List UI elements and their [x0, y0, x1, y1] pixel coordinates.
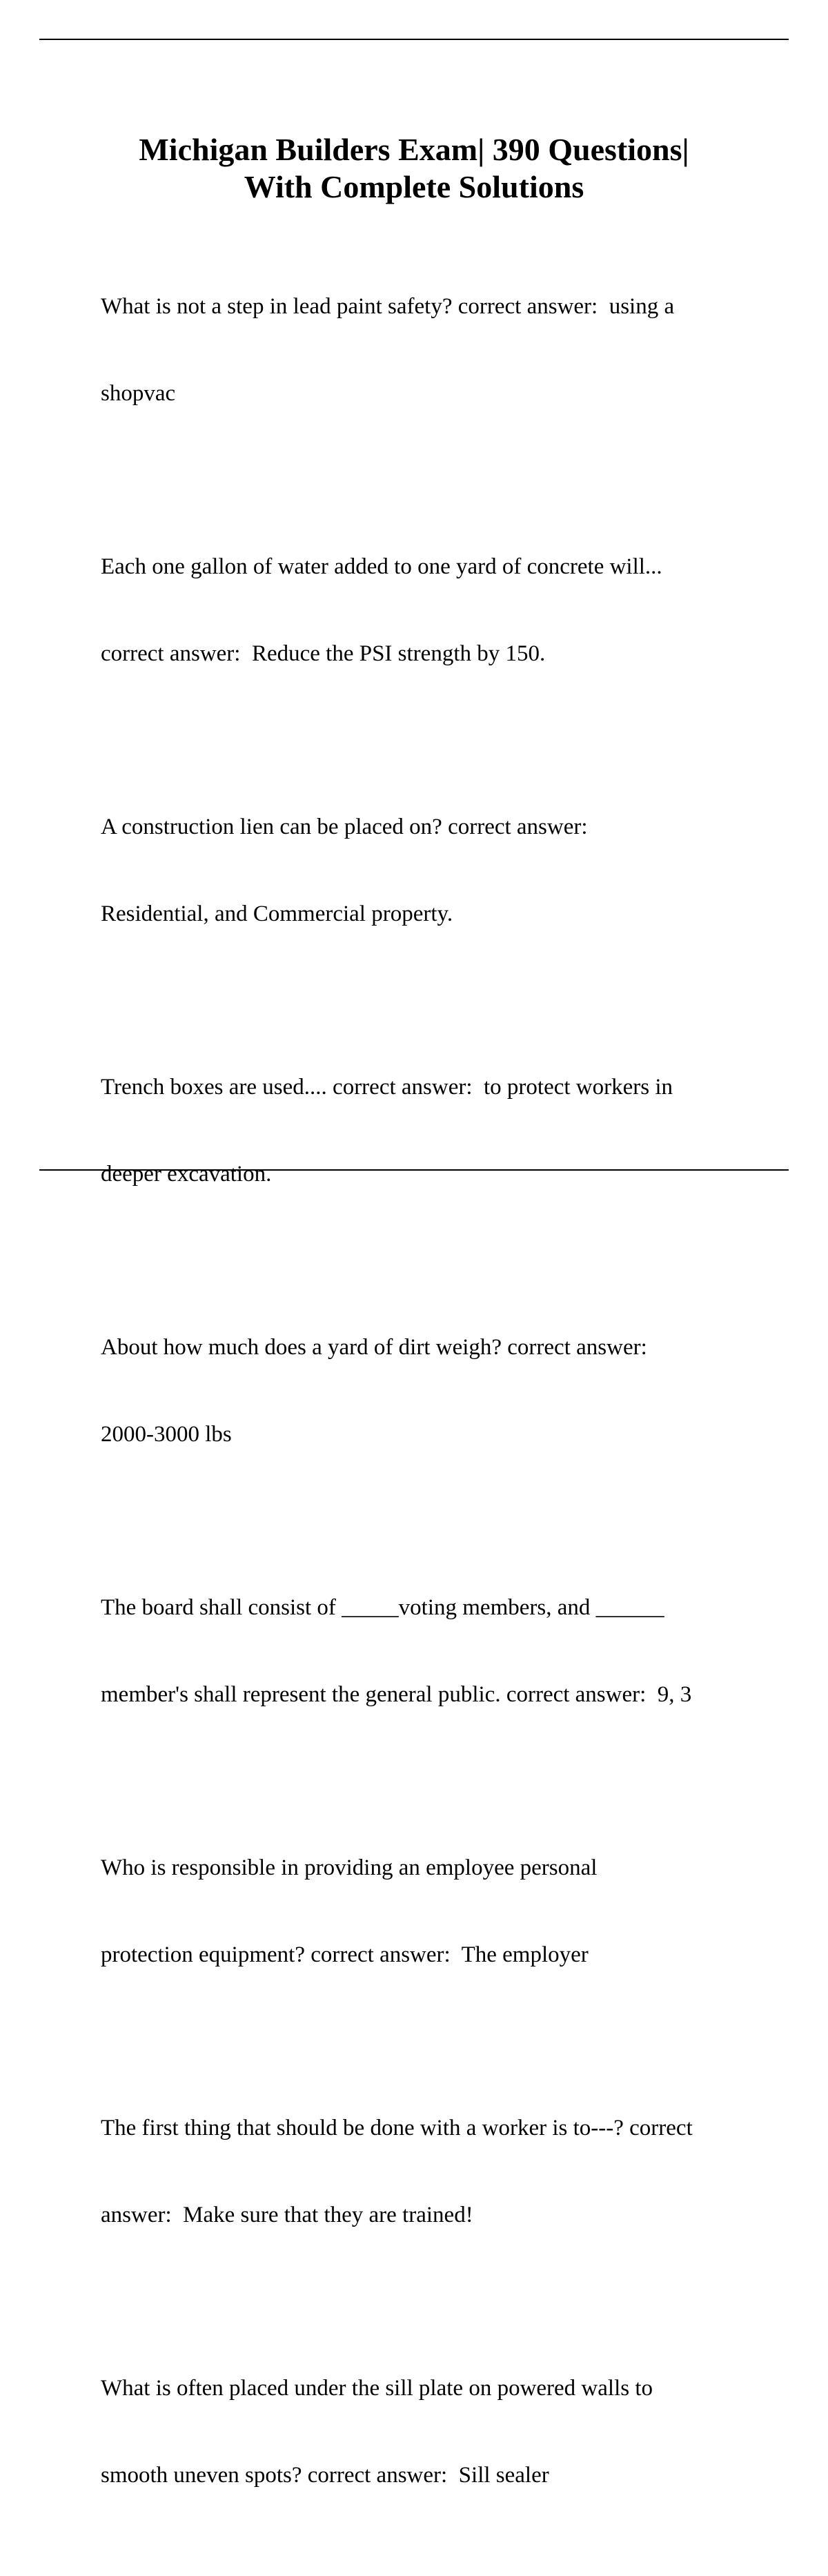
qa-item-8	[101, 2056, 763, 2287]
qa-line: shopvac	[101, 381, 176, 406]
qa-line: 2000-3000 lbs	[101, 1422, 232, 1447]
title-line-2: With Complete Solutions	[244, 169, 584, 204]
qa-item-4	[101, 1015, 763, 1247]
qa-line: protection equipment? correct answer: The employer	[101, 1942, 589, 1967]
qa-line: Who is responsible in providing an employee personal	[101, 1855, 598, 1880]
qa-line: A construction lien can be placed on? correct answer:	[101, 814, 588, 839]
qa-item-3	[101, 754, 763, 986]
qa-line: About how much does a yard of dirt weigh? correct answer:	[101, 1335, 647, 1360]
qa-line: The board shall consist of _____voting members, and ______	[101, 1595, 664, 1620]
qa-item-6	[101, 1535, 763, 1767]
document-title	[69, 131, 759, 206]
qa-line: The first thing that should be done with a worker is to---? correct	[101, 2116, 693, 2140]
footer-rule	[39, 1169, 789, 1171]
qa-line: answer: Make sure that they are trained!	[101, 2203, 473, 2227]
qa-line: deeper excavation.	[101, 1162, 272, 1187]
question-answer-list	[101, 234, 763, 2576]
qa-item-7	[101, 1795, 763, 2027]
qa-line: Trench boxes are used.... correct answer: to protect workers in	[101, 1075, 673, 1100]
title-line-1: Michigan Builders Exam| 390 Questions|	[139, 132, 689, 167]
qa-line: Residential, and Commercial property.	[101, 901, 453, 926]
qa-line: smooth uneven spots? correct answer: Sill sealer	[101, 2463, 549, 2488]
header-rule	[39, 39, 789, 40]
qa-item-1	[101, 234, 763, 466]
qa-line: correct answer: Reduce the PSI strength by 150.	[101, 641, 546, 666]
qa-item-5	[101, 1275, 763, 1507]
qa-line: member's shall represent the general public. correct answer: 9, 3	[101, 1682, 692, 1707]
qa-line: What is often placed under the sill plate on powered walls to	[101, 2376, 653, 2401]
qa-line: Each one gallon of water added to one yard of concrete will...	[101, 554, 662, 579]
qa-line: What is not a step in lead paint safety? correct answer: using a	[101, 294, 675, 319]
qa-item-9	[101, 2316, 763, 2548]
qa-item-2	[101, 494, 763, 726]
